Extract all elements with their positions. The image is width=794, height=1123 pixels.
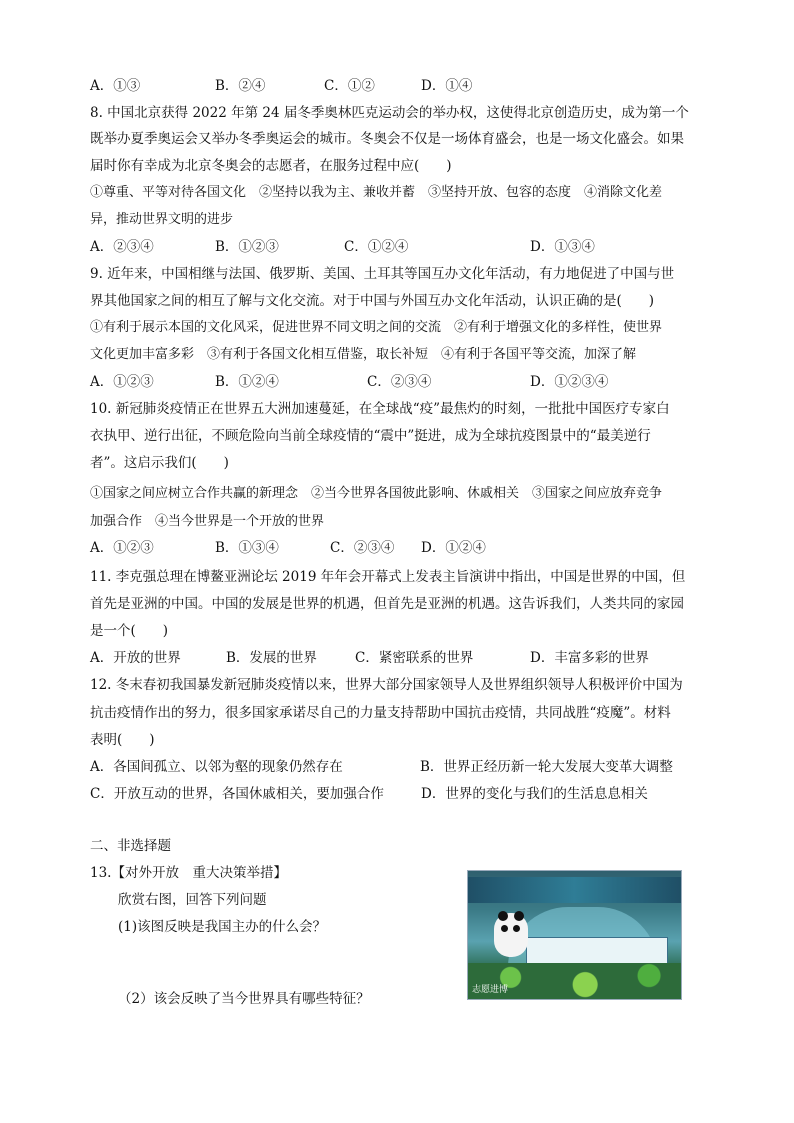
q12-stem-line: 抗击疫情作出的努力，很多国家承诺尽自己的力量支持帮助中国抗击疫情，共同战胜“疫魔”。材料: [90, 705, 671, 721]
q8-statement-line: ①尊重、平等对待各国文化 ②坚持以我为主、兼收并蓄 ③坚持开放、包容的态度 ④消除文化差: [90, 185, 663, 200]
q12-stem-line: 12. 冬末春初我国暴发新冠肺炎疫情以来，世界大部分国家领导人及世界组织领导人积极评价中国为: [90, 677, 683, 693]
q11-stem-line: 是一个( ): [90, 623, 169, 639]
q8-option-d: D．①③④: [530, 239, 595, 255]
q10-option-a: A．①②③: [90, 540, 154, 556]
q7-option-d: D．①④: [421, 78, 473, 94]
q9-stem-line: 9. 近年来，中国相继与法国、俄罗斯、美国、土耳其等国互办文化年活动，有力地促进了中国与世: [90, 266, 675, 282]
q13-sub2: （2）该会反映了当今世界具有哪些特征？: [118, 991, 370, 1007]
q12-option-b: B．世界正经历新一轮大发展大变革大调整: [420, 759, 673, 775]
q11-option-b: B．发展的世界: [226, 650, 317, 666]
photo-caption: 志愿进博: [472, 985, 509, 995]
q9-stem-line: 界其他国家之间的相互了解与文化交流。对于中国与外国互办文化年活动，认识正确的是( ): [90, 293, 655, 309]
q8-stem-line: 届时你有幸成为北京冬奥会的志愿者，在服务过程中应( ): [90, 158, 452, 174]
q7-option-c: C．①②: [324, 78, 375, 94]
q12-stem-line: 表明( ): [90, 732, 155, 748]
q10-option-b: B．①③④: [215, 540, 279, 556]
q11-option-a: A．开放的世界: [90, 650, 181, 666]
q9-option-d: D．①②③④: [530, 374, 609, 390]
q10-stem-line: 者”。这启示我们( ): [90, 455, 229, 471]
q10-option-c: C．②③④: [330, 540, 395, 556]
q9-statement-line: ①有利于展示本国的文化风采，促进世界不同文明之间的交流 ②有利于增强文化的多样性，使世界: [90, 320, 663, 335]
q7-option-a: A．①③: [90, 78, 141, 94]
q13-header: 13.【对外开放 重大决策举措】: [90, 865, 287, 881]
q9-option-a: A．①②③: [90, 374, 154, 390]
q13-intro: 欣赏右图，回答下列问题: [118, 892, 267, 908]
q12-option-c: C．开放互动的世界，各国休戚相关，要加强合作: [90, 786, 384, 802]
q13-sub1: (1)该图反映是我国主办的什么会？: [118, 919, 327, 935]
q12-option-a: A．各国间孤立、以邻为壑的现象仍然存在: [90, 759, 343, 775]
expo-signboard: [526, 937, 668, 965]
section-title: 二、非选择题: [90, 838, 171, 854]
q9-option-c: C．②③④: [367, 374, 432, 390]
q7-option-b: B．②④: [215, 78, 266, 94]
q10-statement-line: 加强合作 ④当今世界是一个开放的世界: [90, 514, 325, 529]
q11-stem-line: 首先是亚洲的中国。中国的发展是世界的机遇，但首先是亚洲的机遇。这告诉我们，人类共同的家园: [90, 596, 684, 612]
q8-stem-line: 既举办夏季奥运会又举办冬季奥运会的城市。冬奥会不仅是一场体育盛会，也是一场文化盛会。如果: [90, 131, 684, 147]
q10-option-d: D．①②④: [421, 540, 486, 556]
q10-statement-line: ①国家之间应树立合作共赢的新理念 ②当今世界各国彼此影响、休戚相关 ③国家之间应放弃竞争: [90, 486, 663, 501]
q8-option-a: A．②③④: [90, 239, 154, 255]
q8-statement-line: 异，推动世界文明的进步: [90, 212, 234, 227]
q11-stem-line: 11. 李克强总理在博鳌亚洲论坛 2019 年年会开幕式上发表主旨演讲中指出，中国是世界的中国，但: [90, 569, 686, 585]
q8-option-c: C．①②④: [344, 239, 409, 255]
q9-statement-line: 文化更加丰富多彩 ③有利于各国文化相互借鉴，取长补短 ④有利于各国平等交流，加深了解: [90, 347, 637, 362]
q8-option-b: B．①②③: [215, 239, 279, 255]
q11-option-c: C．紧密联系的世界: [355, 650, 474, 666]
expo-banner: [468, 877, 681, 903]
q9-option-b: B．①②④: [215, 374, 279, 390]
q8-stem-line: 8. 中国北京获得 2022 年第 24 届冬季奥林匹克运动会的举办权，这使得北京创造历史，成为第一个: [90, 105, 689, 121]
expo-photo: [467, 870, 682, 1000]
q11-option-d: D．丰富多彩的世界: [530, 650, 649, 666]
q10-stem-line: 10. 新冠肺炎疫情正在世界五大洲加速蔓延，在全球战“疫”最焦灼的时刻，一批批中国医疗专家白: [90, 401, 670, 417]
q10-stem-line: 衣执甲、逆行出征，不顾危险向当前全球疫情的“震中”挺进，成为全球抗疫图景中的“最美逆行: [90, 428, 651, 444]
q12-option-d: D．世界的变化与我们的生活息息相关: [421, 786, 648, 802]
panda-mascot-icon: [494, 913, 528, 957]
